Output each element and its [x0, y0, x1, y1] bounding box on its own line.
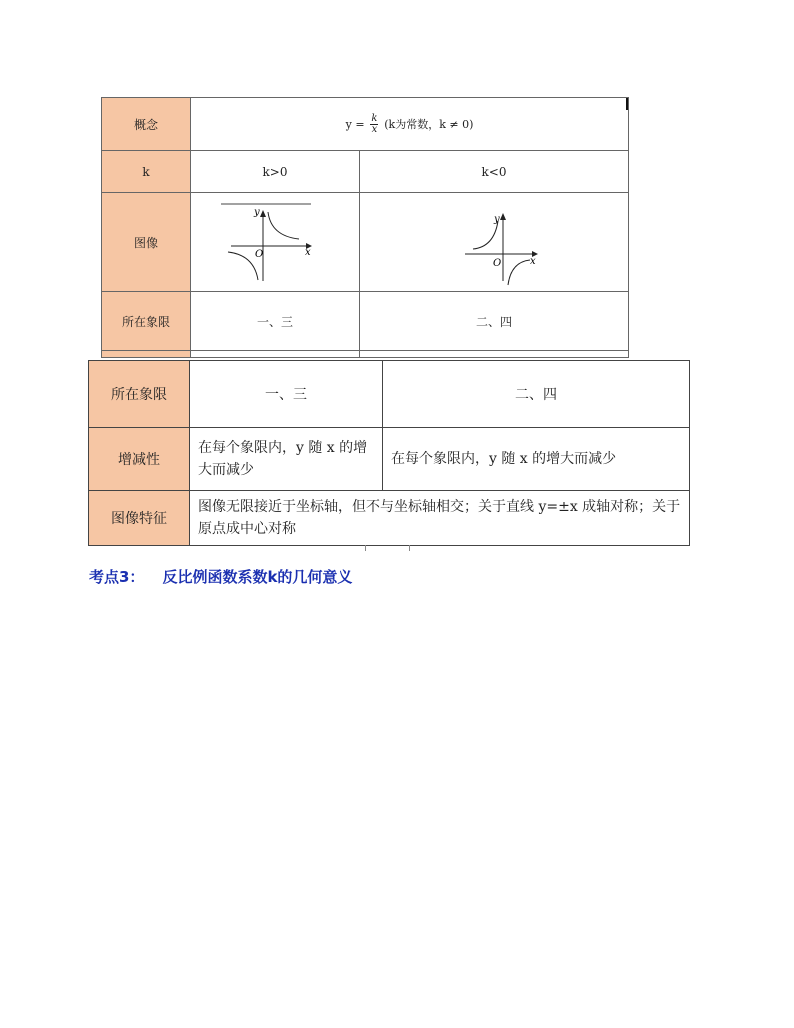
hyperbola-k-positive-graph: [191, 193, 360, 288]
graph-axis-x-label: x: [530, 256, 536, 267]
section-heading: [89, 566, 352, 587]
k-label: k: [102, 151, 191, 193]
graph-cell-negative: [360, 193, 629, 292]
formula-fraction: [370, 114, 378, 135]
quadrant-positive: 一、三: [191, 292, 360, 351]
table-row-cutoff: [102, 351, 629, 358]
monotonic-positive: 在每个象限内，y 随 x 的增大而减少: [190, 428, 383, 491]
quadrant-positive: 一、三: [190, 361, 383, 428]
page-mark: [409, 545, 410, 551]
quadrant-label: 所在象限: [89, 361, 190, 428]
k-positive: k>0: [191, 151, 360, 193]
graph-axis-y-label: y: [494, 214, 500, 225]
table-row: [102, 292, 629, 351]
concept-formula: [191, 98, 629, 151]
monotonic-negative: 在每个象限内，y 随 x 的增大而减少: [383, 428, 690, 491]
section-title: 反比例函数系数k的几何意义: [162, 568, 353, 586]
quadrant-negative: 二、四: [383, 361, 690, 428]
hyperbola-k-negative-graph: [360, 193, 629, 288]
table-row: [89, 361, 690, 428]
table-row: [89, 491, 690, 546]
graph-axis-x-label: x: [305, 247, 311, 258]
quadrant-label: 所在象限: [102, 292, 191, 351]
inverse-function-table-top: [101, 97, 629, 358]
formula-numerator: k: [371, 112, 378, 124]
graph-cell-positive: [191, 193, 360, 292]
graph-axis-y-label: y: [254, 207, 260, 218]
table-row: [102, 98, 629, 151]
monotonic-label: 增减性: [89, 428, 190, 491]
graph-origin-label: O: [255, 249, 264, 260]
page-mark: [365, 545, 366, 551]
table-row: [102, 193, 629, 292]
formula-prefix: y =: [345, 117, 365, 131]
graph-origin-label: O: [493, 258, 502, 269]
quadrant-negative: 二、四: [360, 292, 629, 351]
table-row: [89, 428, 690, 491]
graph-label: 图像: [102, 193, 191, 292]
inverse-function-table-bottom: [88, 360, 690, 546]
k-negative: k<0: [360, 151, 629, 193]
feature-text: 图像无限接近于坐标轴，但不与坐标轴相交；关于直线 y=±x 成轴对称；关于原点成中心对称: [190, 491, 690, 546]
formula-denominator: x: [371, 123, 378, 135]
formula-suffix: (k为常数，k ≠ 0): [384, 117, 474, 131]
concept-label: 概念: [102, 98, 191, 151]
section-number: 考点3：: [89, 568, 145, 586]
feature-label: 图像特征: [89, 491, 190, 546]
table-row: [102, 151, 629, 193]
